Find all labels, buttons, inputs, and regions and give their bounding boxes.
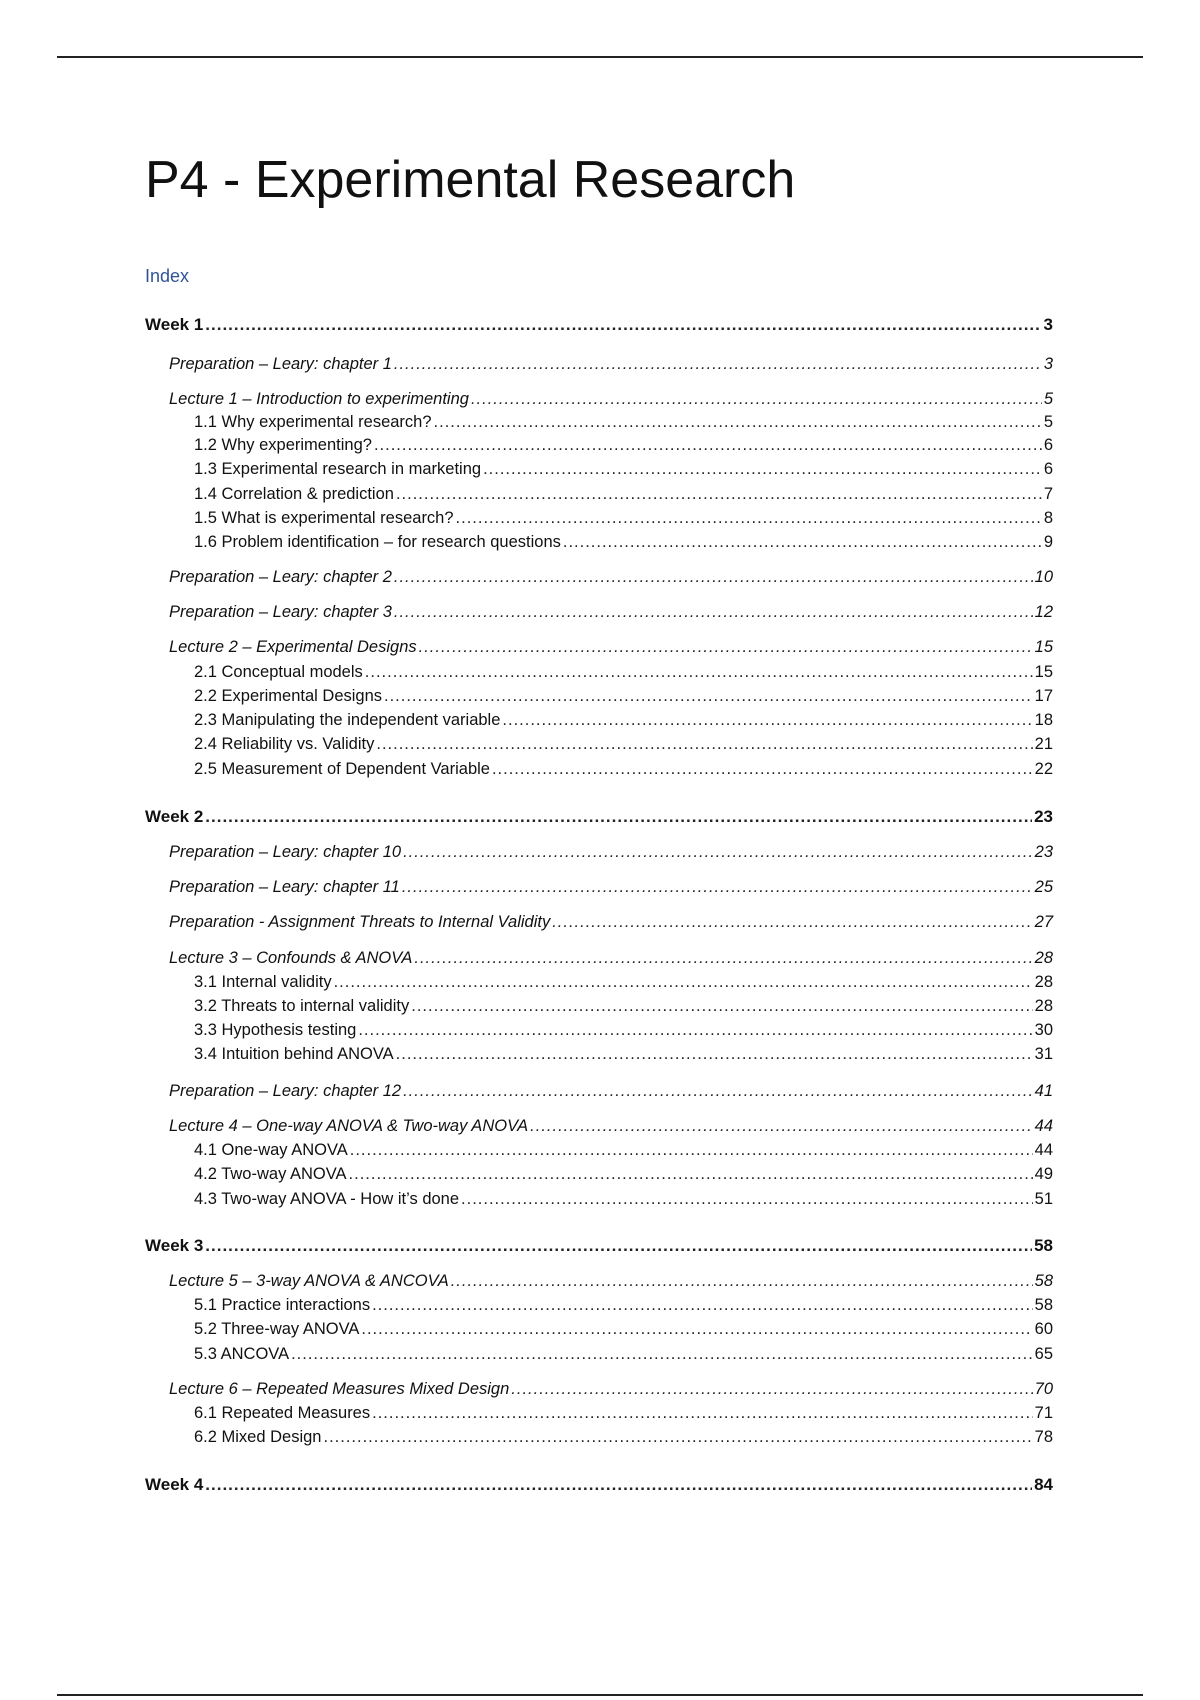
- toc-entry-label: 3.4 Intuition behind ANOVA: [194, 1045, 394, 1063]
- toc-entry-label: 1.2 Why experimenting?: [194, 436, 372, 454]
- toc-entry-part[interactable]: [169, 841, 1053, 863]
- toc-entry-label: Lecture 1 – Introduction to experimenting: [169, 390, 469, 408]
- toc-entry-sub[interactable]: [194, 434, 1053, 456]
- toc-entry-page-number: 6: [1043, 436, 1053, 454]
- dot-leader: [374, 434, 1042, 456]
- toc-entry-label: Lecture 2 – Experimental Designs: [169, 638, 417, 656]
- toc-entry-label: Preparation – Leary: chapter 11: [169, 878, 400, 896]
- dot-leader: [358, 1019, 1032, 1041]
- toc-entry-page-number: 27: [1034, 913, 1053, 931]
- toc-entry-sub[interactable]: [194, 458, 1053, 480]
- dot-leader: [456, 507, 1042, 529]
- toc-entry-label: 3.1 Internal validity: [194, 973, 332, 991]
- toc-entry-label: Lecture 3 – Confounds & ANOVA: [169, 949, 413, 967]
- toc-entry-sub[interactable]: [194, 483, 1053, 505]
- index-heading: Index: [145, 266, 190, 286]
- toc-entry-label: Week 2: [145, 807, 204, 826]
- toc-entry-page-number: 6: [1043, 460, 1053, 478]
- toc-entry-page-number: 49: [1034, 1165, 1053, 1183]
- toc-entry-label: 4.2 Two-way ANOVA: [194, 1165, 347, 1183]
- toc-entry-label: 2.2 Experimental Designs: [194, 687, 383, 705]
- dot-leader: [471, 388, 1042, 410]
- toc-entry-part[interactable]: [169, 1115, 1053, 1137]
- toc-entry-sub[interactable]: [194, 1402, 1053, 1424]
- toc-entry-page-number: 28: [1034, 973, 1053, 991]
- toc-entry-part[interactable]: [169, 1270, 1053, 1292]
- toc-entry-page-number: 44: [1034, 1141, 1053, 1159]
- toc-entry-label: 1.4 Correlation & prediction: [194, 485, 394, 503]
- toc-entry-page-number: 84: [1034, 1475, 1053, 1494]
- toc-entry-page-number: 58: [1034, 1272, 1053, 1290]
- dot-leader: [334, 971, 1033, 993]
- toc-entry-sub[interactable]: [194, 995, 1053, 1017]
- toc-entry-label: Lecture 5 – 3-way ANOVA & ANCOVA: [169, 1272, 449, 1290]
- toc-entry-label: Week 3: [145, 1236, 204, 1255]
- toc-entry-sub[interactable]: [194, 1318, 1053, 1340]
- dot-leader: [291, 1343, 1033, 1365]
- toc-entry-page-number: 71: [1034, 1404, 1053, 1422]
- toc-entry-label: Week 1: [145, 315, 204, 334]
- toc-entry-sub[interactable]: [194, 1019, 1053, 1041]
- toc-entry-label: 2.3 Manipulating the independent variable: [194, 711, 501, 729]
- toc-entry-label: 1.3 Experimental research in marketing: [194, 460, 482, 478]
- toc-entry-week[interactable]: [145, 1474, 1053, 1496]
- toc-entry-label: Preparation – Leary: chapter 2: [169, 568, 392, 586]
- toc-entry-page-number: 58: [1034, 1296, 1053, 1314]
- toc-entry-part[interactable]: [169, 911, 1053, 933]
- dot-leader: [205, 314, 1041, 336]
- dot-leader: [403, 1080, 1033, 1102]
- toc-entry-label: 5.3 ANCOVA: [194, 1345, 290, 1363]
- toc-entry-sub[interactable]: [194, 507, 1053, 529]
- footer-rule: [57, 1694, 1143, 1696]
- toc-entry-page-number: 25: [1034, 878, 1053, 896]
- toc-entry-label: 2.1 Conceptual models: [194, 663, 363, 681]
- toc-entry-sub[interactable]: [194, 1294, 1053, 1316]
- toc-entry-page-number: 78: [1034, 1428, 1053, 1446]
- toc-entry-sub[interactable]: [194, 1188, 1053, 1210]
- dot-leader: [492, 758, 1033, 780]
- toc-entry-page-number: 28: [1034, 997, 1053, 1015]
- dot-leader: [563, 531, 1042, 553]
- toc-entry-label: 5.2 Three-way ANOVA: [194, 1320, 360, 1338]
- toc-entry-page-number: 7: [1043, 485, 1053, 503]
- toc-entry-sub[interactable]: [194, 733, 1053, 755]
- toc-entry-page-number: 5: [1043, 390, 1053, 408]
- toc-entry-part[interactable]: [169, 566, 1053, 588]
- toc-entry-label: 2.5 Measurement of Dependent Variable: [194, 760, 490, 778]
- toc-entry-label: 3.3 Hypothesis testing: [194, 1021, 357, 1039]
- toc-entry-week[interactable]: [145, 314, 1053, 336]
- toc-entry-page-number: 41: [1034, 1082, 1053, 1100]
- dot-leader: [502, 709, 1032, 731]
- dot-leader: [530, 1115, 1032, 1137]
- dot-leader: [411, 995, 1032, 1017]
- toc-entry-page-number: 51: [1034, 1190, 1053, 1208]
- toc-entry-page-number: 44: [1034, 1117, 1053, 1135]
- toc-entry-label: Preparation – Leary: chapter 10: [169, 843, 402, 861]
- toc-entry-page-number: 60: [1034, 1320, 1053, 1338]
- toc-entry-page-number: 18: [1034, 711, 1053, 729]
- dot-leader: [402, 876, 1033, 898]
- dot-leader: [403, 841, 1033, 863]
- toc-entry-label: Preparation - Assignment Threats to Internal Validity: [169, 913, 551, 931]
- dot-leader: [205, 1235, 1032, 1257]
- toc-entry-label: 5.1 Practice interactions: [194, 1296, 371, 1314]
- dot-leader: [205, 806, 1032, 828]
- dot-leader: [396, 1043, 1033, 1065]
- toc-entry-sub[interactable]: [194, 758, 1053, 780]
- toc-entry-page-number: 8: [1043, 509, 1053, 527]
- dot-leader: [394, 353, 1042, 375]
- toc-entry-label: Preparation – Leary: chapter 1: [169, 355, 392, 373]
- dot-leader: [419, 636, 1033, 658]
- toc-entry-page-number: 17: [1034, 687, 1053, 705]
- toc-entry-page-number: 23: [1034, 843, 1053, 861]
- dot-leader: [361, 1318, 1032, 1340]
- toc-entry-label: 6.1 Repeated Measures: [194, 1404, 371, 1422]
- toc-entry-sub[interactable]: [194, 709, 1053, 731]
- toc-entry-label: Preparation – Leary: chapter 3: [169, 603, 392, 621]
- dot-leader: [372, 1402, 1033, 1424]
- toc-entry-page-number: 58: [1034, 1236, 1053, 1255]
- toc-entry-page-number: 28: [1034, 949, 1053, 967]
- dot-leader: [483, 458, 1042, 480]
- toc-entry-sub[interactable]: [194, 1043, 1053, 1065]
- toc-entry-label: 1.6 Problem identification – for research questions: [194, 533, 561, 551]
- toc-entry-label: Lecture 6 – Repeated Measures Mixed Design: [169, 1380, 510, 1398]
- toc-entry-part[interactable]: [169, 636, 1053, 658]
- toc-entry-label: 2.4 Reliability vs. Validity: [194, 735, 375, 753]
- toc-entry-part[interactable]: [169, 601, 1053, 623]
- toc-entry-part[interactable]: [169, 1378, 1053, 1400]
- toc-entry-page-number: 3: [1043, 355, 1053, 373]
- toc-entry-label: 4.1 One-way ANOVA: [194, 1141, 348, 1159]
- toc-entry-sub[interactable]: [194, 411, 1053, 433]
- toc-entry-week[interactable]: [145, 806, 1053, 828]
- toc-entry-sub[interactable]: [194, 661, 1053, 683]
- dot-leader: [349, 1163, 1033, 1185]
- dot-leader: [461, 1188, 1033, 1210]
- toc-entry-part[interactable]: [169, 1080, 1053, 1102]
- toc-entry-sub[interactable]: [194, 1139, 1053, 1161]
- toc-entry-label: 4.3 Two-way ANOVA - How it’s done: [194, 1190, 460, 1208]
- toc-entry-week[interactable]: [145, 1235, 1053, 1257]
- dot-leader: [511, 1378, 1032, 1400]
- toc-entry-page-number: 9: [1043, 533, 1053, 551]
- toc-entry-page-number: 12: [1034, 603, 1053, 621]
- toc-entry-sub[interactable]: [194, 1343, 1053, 1365]
- toc-entry-label: 3.2 Threats to internal validity: [194, 997, 410, 1015]
- dot-leader: [396, 483, 1042, 505]
- toc-entry-part[interactable]: [169, 388, 1053, 410]
- dot-leader: [394, 601, 1033, 623]
- dot-leader: [350, 1139, 1033, 1161]
- toc-entry-page-number: 70: [1034, 1380, 1053, 1398]
- toc-entry-label: Week 4: [145, 1475, 204, 1494]
- dot-leader: [205, 1474, 1032, 1496]
- toc-entry-page-number: 31: [1034, 1045, 1053, 1063]
- toc-entry-page-number: 10: [1034, 568, 1053, 586]
- toc-entry-sub[interactable]: [194, 685, 1053, 707]
- toc-entry-page-number: 65: [1034, 1345, 1053, 1363]
- toc-entry-page-number: 3: [1043, 315, 1053, 334]
- toc-entry-label: 1.5 What is experimental research?: [194, 509, 454, 527]
- dot-leader: [376, 733, 1032, 755]
- toc-entry-sub[interactable]: [194, 1163, 1053, 1185]
- toc-entry-part[interactable]: [169, 876, 1053, 898]
- toc-entry-label: 6.2 Mixed Design: [194, 1428, 322, 1446]
- toc-entry-label: Lecture 4 – One-way ANOVA & Two-way ANOVA: [169, 1117, 529, 1135]
- toc-entry-page-number: 30: [1034, 1021, 1053, 1039]
- toc-entry-page-number: 23: [1034, 807, 1053, 826]
- dot-leader: [451, 1270, 1033, 1292]
- toc-entry-label: 1.1 Why experimental research?: [194, 413, 432, 431]
- document-title: P4 - Experimental Research: [145, 151, 796, 209]
- dot-leader: [414, 947, 1032, 969]
- toc-entry-sub[interactable]: [194, 531, 1053, 553]
- toc-entry-label: Preparation – Leary: chapter 12: [169, 1082, 402, 1100]
- dot-leader: [434, 411, 1042, 433]
- dot-leader: [372, 1294, 1033, 1316]
- dot-leader: [323, 1426, 1032, 1448]
- dot-leader: [552, 911, 1032, 933]
- toc-entry-part[interactable]: [169, 353, 1053, 375]
- toc-entry-page-number: 22: [1034, 760, 1053, 778]
- toc-entry-page-number: 21: [1034, 735, 1053, 753]
- toc-entry-sub[interactable]: [194, 971, 1053, 993]
- toc-entry-page-number: 15: [1034, 663, 1053, 681]
- dot-leader: [384, 685, 1033, 707]
- toc-entry-sub[interactable]: [194, 1426, 1053, 1448]
- toc-entry-part[interactable]: [169, 947, 1053, 969]
- toc-entry-page-number: 5: [1043, 413, 1053, 431]
- dot-leader: [394, 566, 1033, 588]
- toc-entry-page-number: 15: [1034, 638, 1053, 656]
- dot-leader: [365, 661, 1033, 683]
